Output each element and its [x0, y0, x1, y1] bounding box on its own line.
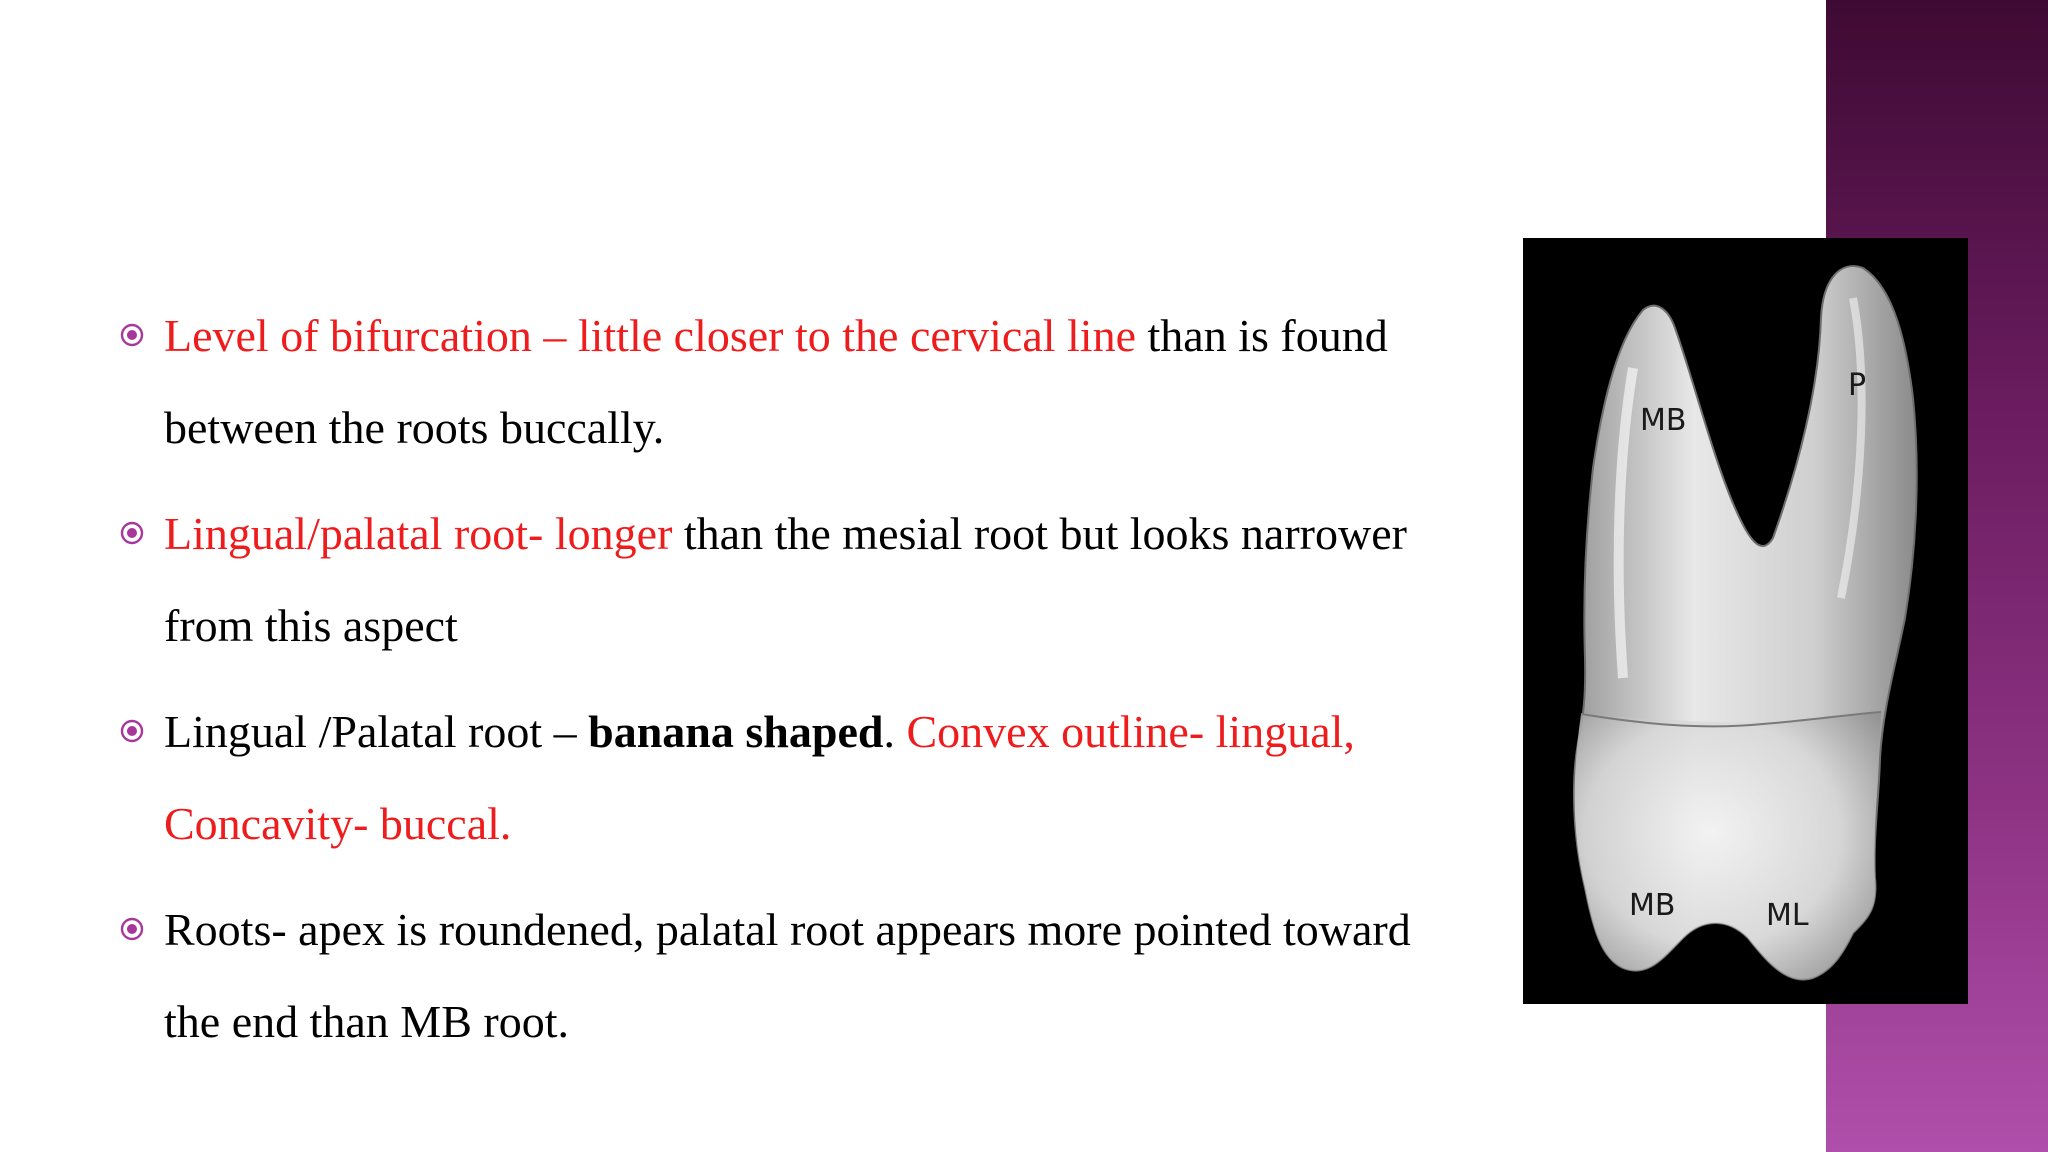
bullet-2-highlight: Lingual/palatal root- longer	[164, 508, 673, 559]
bullet-item-1	[110, 290, 1430, 474]
bullet-marker-icon	[120, 323, 144, 347]
bullet-3-text-lead: Lingual /Palatal root –	[164, 706, 589, 757]
bullet-2-text: than the mesial root but looks narrower from this aspect	[164, 508, 1407, 651]
tooth-crown	[1575, 712, 1881, 980]
bullet-marker-icon	[120, 719, 144, 743]
bullet-list	[110, 290, 1430, 1082]
bullet-1-highlight: Level of bifurcation – little closer to the cervical line	[164, 310, 1136, 361]
tooth-drawing	[1523, 238, 1968, 1004]
label-crown-mb: MB	[1629, 888, 1676, 923]
bullet-1-text: than is found between the roots buccally.	[164, 310, 1388, 453]
tooth-illustration	[1523, 238, 1968, 1004]
label-root-mb: MB	[1640, 403, 1687, 438]
bullet-3-bold: banana shaped	[588, 706, 884, 757]
bullet-item-2	[110, 488, 1430, 672]
bullet-marker-icon	[120, 521, 144, 545]
bullet-item-4	[110, 884, 1430, 1068]
bullet-marker-icon	[120, 917, 144, 941]
bullet-3-highlight: Convex outline- lingual, Concavity- buccal.	[164, 706, 1355, 849]
bullet-item-3	[110, 686, 1430, 870]
label-crown-ml: ML	[1766, 898, 1809, 933]
label-root-p: P	[1848, 368, 1867, 403]
bullet-3-period: .	[883, 706, 907, 757]
bullet-4-text: Roots- apex is roundened, palatal root appears more pointed toward the end than MB root.	[164, 904, 1411, 1047]
